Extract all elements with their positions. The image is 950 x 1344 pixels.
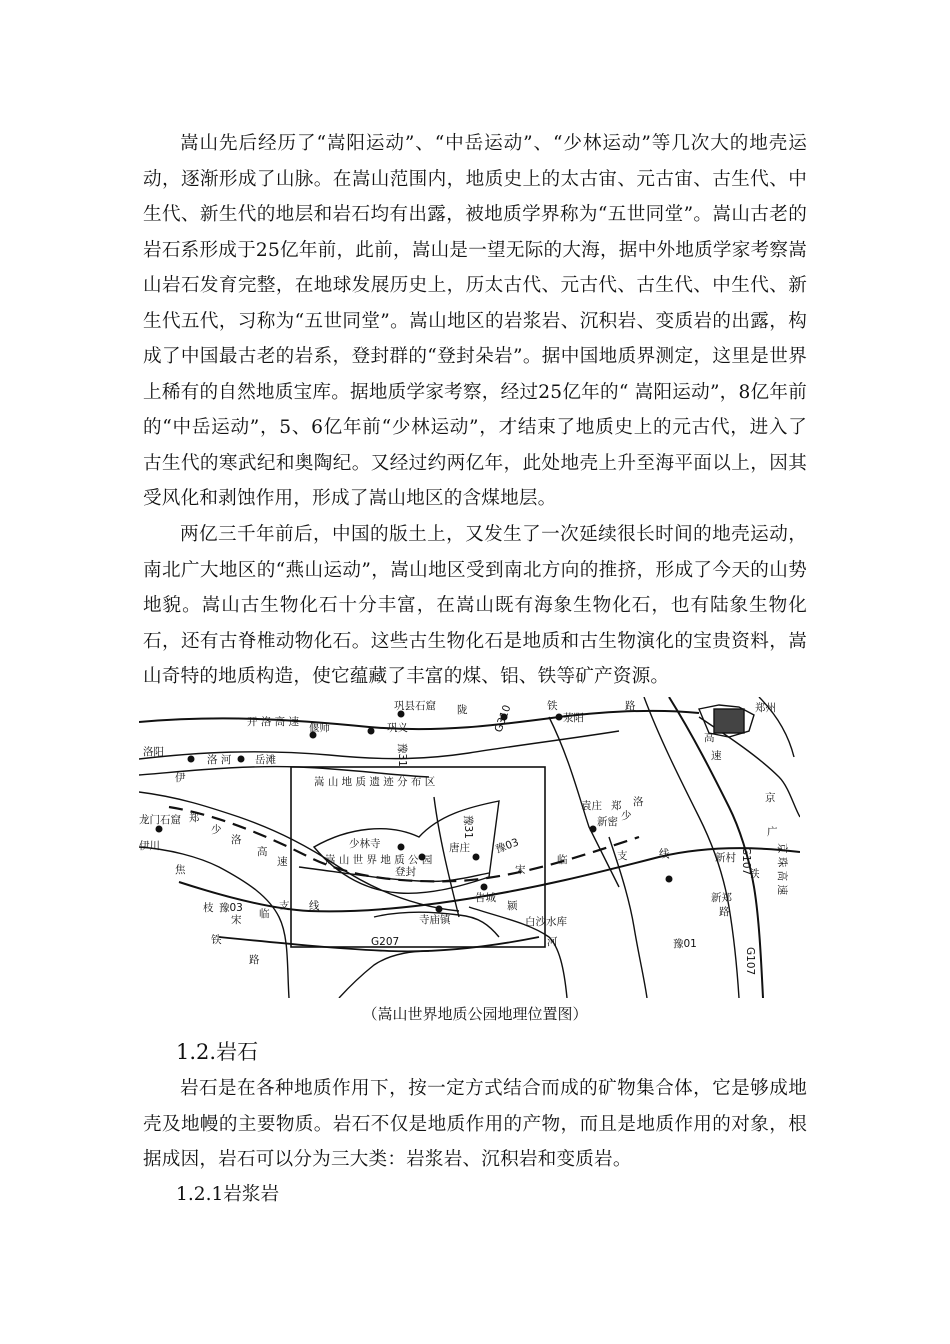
map-label: 郑	[611, 800, 622, 812]
paragraph-yanshan-movement: 两亿三千年前后，中国的版土上，又发生了一次延续很长时间的地壳运动，南北广大地区的“燕山运动”，嵩山地区受到南北方向的推挤，形成了今天的山势地貌。嵩山古生物化石十分丰富，在嵩山既有海象生物化石，也有陆象生物化石，还有古脊椎动物化石。这些古生物化石是地质和古生物演化的宝贵资料，嵩山奇特的地质构造，使它蕴藏了丰富的煤、铝、铁等矿产资源。	[143, 524, 807, 687]
map-label: 偃师	[309, 722, 330, 734]
map-label: 豫31	[462, 815, 474, 839]
subsection-heading-igneous: 1.2.1岩浆岩	[176, 1184, 280, 1205]
paragraph-songshan-movements: 嵩山先后经历了“嵩阳运动”、“中岳运动”、“少林运动”等几次大的地壳运动，逐渐形成了山脉。在嵩山范围内，地质史上的太古宙、元古宙、古生代、中生代、新生代的地层和岩石均有出露，被地质学界称为“五世同堂”。嵩山古老的岩石系形成于25亿年前，此前，嵩山是一望无际的大海，据中外地质学家考察嵩山岩石发育完整，在地球发展历史上，历太古代、元古代、古生代、中生代、新生代五代，习称为“五世同堂”。嵩山地区的岩浆岩、沉积岩、变质岩的出露，构成了中国最古老的岩系，登封群的“登封朵岩”。据中国地质界测定，这里是世界上稀有的自然地质宝库。据地质学家考察，经过25亿年的“ 嵩阳运动”，8亿年前的“中岳运动”，5、6亿年前“少林运动”，才结束了地质史上的元古代，进入了古生代的寒武纪和奥陶纪。又经过约两亿年，此处地壳上升至海平面以上，因其受风化和剥蚀作用，形成了嵩山地区的含煤地层。	[143, 133, 807, 509]
map-label: 寺庙镇	[419, 914, 451, 926]
map-label: 高	[704, 732, 715, 744]
map-caption: （嵩山世界地质公园地理位置图）	[362, 1005, 588, 1023]
map-label: 洛 河	[207, 754, 232, 766]
map-label: 袁庄	[581, 800, 602, 812]
map-label: 临	[557, 854, 568, 866]
map-label: 京	[765, 792, 776, 804]
map-label: 新村	[715, 852, 736, 864]
map-label: 铁	[749, 868, 760, 880]
map-label: 河	[547, 936, 558, 948]
map-label: 广	[767, 826, 778, 838]
map-label: 嵩 山 地 质 遗 迹 分 布 区	[314, 776, 436, 788]
map-label: 荥阳	[563, 712, 584, 724]
map-label: 少	[621, 810, 632, 822]
map-label: 支	[617, 850, 628, 862]
map-label: 郑	[189, 812, 200, 824]
map-label: 支	[279, 900, 290, 912]
map-label: 龙门石窟	[139, 814, 181, 826]
map-label: 少	[211, 824, 222, 836]
map-label: 临	[259, 908, 270, 920]
map-label: 枝	[203, 902, 214, 914]
map-label: 路	[625, 700, 636, 712]
geopark-location-map	[139, 697, 800, 998]
map-label: 巩义	[387, 722, 408, 734]
map-label: 铁	[211, 934, 222, 946]
map-label: 宋	[515, 864, 526, 876]
map-label: 登封	[395, 866, 416, 878]
map-label: 速	[711, 750, 722, 762]
map-label: 豫31	[396, 743, 408, 767]
map-label: 开 洛 高 速	[247, 716, 300, 728]
map-label: G107	[740, 847, 752, 876]
map-label: 豫03	[219, 902, 243, 914]
map-label: 伊	[175, 772, 186, 784]
map-label: G107	[744, 947, 756, 976]
map-label: 豫03	[493, 836, 521, 856]
map-label: 伊川	[139, 840, 160, 852]
map-label: 岳滩	[255, 754, 276, 766]
map-label: 唐庄	[449, 842, 470, 854]
map-label: 洛阳	[143, 746, 164, 758]
map-label: 洛	[633, 796, 644, 808]
map-label: 陇	[457, 704, 468, 716]
map-label: 嵩 山 世 界 地 质 公 园	[325, 854, 433, 866]
map-label: 焦	[175, 864, 186, 876]
section-heading-rocks: 1.2.岩石	[176, 1040, 259, 1064]
map-label: G207	[371, 936, 400, 948]
map-label: 新密	[597, 816, 618, 828]
map-label: 路	[719, 906, 730, 918]
map-label: 速	[277, 856, 288, 868]
map-label: 宋	[231, 914, 242, 926]
map-label: 颍	[507, 900, 518, 912]
map-label: 路	[249, 954, 260, 966]
map-label: 京 珠 高 速	[776, 843, 788, 896]
map-label: 新郑	[711, 892, 732, 904]
map-label: 巩县石窟	[394, 700, 436, 712]
map-label: 线	[659, 848, 670, 860]
map-label: 高	[257, 846, 268, 858]
map-label: 郑州	[755, 702, 776, 714]
map-label: 线	[309, 900, 320, 912]
map-label: 洛	[231, 834, 242, 846]
map-label: 白沙水库	[525, 916, 567, 928]
map-label: 少林寺	[349, 838, 381, 850]
map-label: 铁	[547, 700, 558, 712]
map-label: 告城	[475, 892, 496, 904]
map-label: G310	[492, 703, 514, 735]
paragraph-rock-definition: 岩石是在各种地质作用下，按一定方式结合而成的矿物集合体，它是够成地壳及地幔的主要物质。岩石不仅是地质作用的产物，而且是地质作用的对象，根据成因，岩石可以分为三大类：岩浆岩、沉积岩和变质岩。	[143, 1078, 807, 1170]
map-label: 豫01	[673, 938, 697, 950]
